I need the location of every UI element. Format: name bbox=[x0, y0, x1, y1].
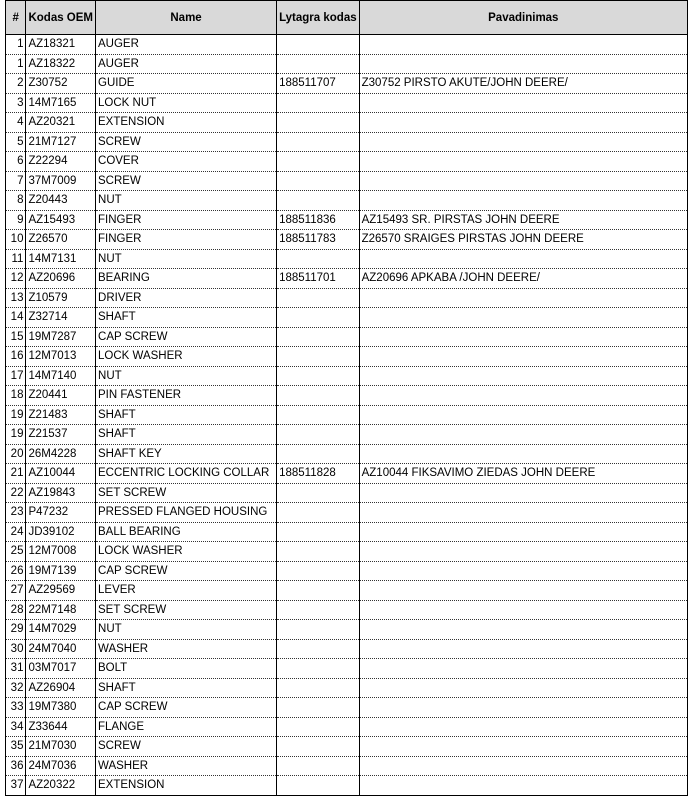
cell-lytagra-kodas bbox=[277, 366, 360, 386]
cell-name: WASHER bbox=[96, 756, 277, 776]
cell-lytagra-kodas bbox=[277, 132, 360, 152]
cell-kodas-oem: AZ20322 bbox=[26, 776, 96, 796]
cell-lytagra-kodas bbox=[277, 542, 360, 562]
cell-name: SCREW bbox=[96, 132, 277, 152]
table-row bbox=[6, 522, 688, 542]
cell-lytagra-kodas bbox=[277, 776, 360, 796]
table-row bbox=[6, 717, 688, 737]
cell-lytagra-kodas bbox=[277, 698, 360, 718]
header-row bbox=[6, 1, 688, 35]
cell-name: NUT bbox=[96, 249, 277, 269]
table-row bbox=[6, 561, 688, 581]
cell-kodas-oem: 14M7131 bbox=[26, 249, 96, 269]
table-row bbox=[6, 171, 688, 191]
cell-kodas-oem: 19M7380 bbox=[26, 698, 96, 718]
cell-pavadinimas bbox=[359, 522, 687, 542]
cell-kodas-oem: 37M7009 bbox=[26, 171, 96, 191]
table-row bbox=[6, 113, 688, 133]
cell-pavadinimas bbox=[359, 756, 687, 776]
table-header bbox=[6, 1, 688, 35]
cell-name: BALL BEARING bbox=[96, 522, 277, 542]
cell-number: 35 bbox=[6, 737, 26, 757]
cell-number: 31 bbox=[6, 659, 26, 679]
cell-lytagra-kodas bbox=[277, 191, 360, 211]
header-name: Name bbox=[96, 1, 277, 35]
table-row bbox=[6, 581, 688, 601]
cell-number: 5 bbox=[6, 132, 26, 152]
cell-name: SET SCREW bbox=[96, 600, 277, 620]
table-row bbox=[6, 249, 688, 269]
cell-name: CAP SCREW bbox=[96, 561, 277, 581]
cell-lytagra-kodas bbox=[277, 620, 360, 640]
table-row bbox=[6, 54, 688, 74]
cell-pavadinimas: AZ20696 APKABA /JOHN DEERE/ bbox=[359, 269, 687, 289]
cell-kodas-oem: Z20443 bbox=[26, 191, 96, 211]
cell-lytagra-kodas bbox=[277, 659, 360, 679]
cell-number: 10 bbox=[6, 230, 26, 250]
cell-number: 26 bbox=[6, 561, 26, 581]
cell-kodas-oem: 14M7165 bbox=[26, 93, 96, 113]
cell-name: NUT bbox=[96, 366, 277, 386]
cell-name: EXTENSION bbox=[96, 113, 277, 133]
table-row bbox=[6, 678, 688, 698]
cell-lytagra-kodas bbox=[277, 113, 360, 133]
cell-kodas-oem: AZ20696 bbox=[26, 269, 96, 289]
cell-kodas-oem: 12M7008 bbox=[26, 542, 96, 562]
cell-kodas-oem: Z26570 bbox=[26, 230, 96, 250]
cell-lytagra-kodas bbox=[277, 171, 360, 191]
table-row bbox=[6, 347, 688, 367]
cell-number: 37 bbox=[6, 776, 26, 796]
cell-name: FINGER bbox=[96, 230, 277, 250]
table-row bbox=[6, 600, 688, 620]
cell-pavadinimas bbox=[359, 152, 687, 172]
cell-lytagra-kodas: 188511707 bbox=[277, 74, 360, 94]
cell-pavadinimas bbox=[359, 425, 687, 445]
table-row bbox=[6, 776, 688, 796]
cell-pavadinimas bbox=[359, 132, 687, 152]
cell-kodas-oem: AZ15493 bbox=[26, 210, 96, 230]
cell-number: 9 bbox=[6, 210, 26, 230]
cell-lytagra-kodas bbox=[277, 249, 360, 269]
header-number: # bbox=[6, 1, 26, 35]
cell-name: NUT bbox=[96, 620, 277, 640]
cell-pavadinimas bbox=[359, 366, 687, 386]
table-row bbox=[6, 269, 688, 289]
cell-lytagra-kodas: 188511783 bbox=[277, 230, 360, 250]
cell-kodas-oem: Z21483 bbox=[26, 405, 96, 425]
cell-number: 16 bbox=[6, 347, 26, 367]
table-row bbox=[6, 132, 688, 152]
cell-pavadinimas bbox=[359, 561, 687, 581]
cell-name: CAP SCREW bbox=[96, 327, 277, 347]
cell-number: 11 bbox=[6, 249, 26, 269]
cell-lytagra-kodas bbox=[277, 678, 360, 698]
table-row bbox=[6, 74, 688, 94]
cell-name: SCREW bbox=[96, 737, 277, 757]
table-row bbox=[6, 93, 688, 113]
cell-kodas-oem: P47232 bbox=[26, 503, 96, 523]
cell-number: 32 bbox=[6, 678, 26, 698]
cell-number: 1 bbox=[6, 35, 26, 55]
cell-number: 14 bbox=[6, 308, 26, 328]
cell-name: LOCK NUT bbox=[96, 93, 277, 113]
cell-kodas-oem: 24M7036 bbox=[26, 756, 96, 776]
cell-lytagra-kodas bbox=[277, 35, 360, 55]
cell-kodas-oem: Z33644 bbox=[26, 717, 96, 737]
table-row bbox=[6, 366, 688, 386]
cell-pavadinimas bbox=[359, 191, 687, 211]
cell-lytagra-kodas bbox=[277, 522, 360, 542]
cell-number: 15 bbox=[6, 327, 26, 347]
cell-pavadinimas bbox=[359, 698, 687, 718]
cell-pavadinimas bbox=[359, 288, 687, 308]
cell-number: 28 bbox=[6, 600, 26, 620]
cell-kodas-oem: Z30752 bbox=[26, 74, 96, 94]
header-lytagra-kodas: Lytagra kodas bbox=[277, 1, 360, 35]
cell-name: LEVER bbox=[96, 581, 277, 601]
cell-kodas-oem: Z32714 bbox=[26, 308, 96, 328]
cell-number: 19 bbox=[6, 425, 26, 445]
cell-name: COVER bbox=[96, 152, 277, 172]
cell-kodas-oem: 24M7040 bbox=[26, 639, 96, 659]
cell-pavadinimas bbox=[359, 620, 687, 640]
cell-lytagra-kodas: 188511836 bbox=[277, 210, 360, 230]
cell-name: DRIVER bbox=[96, 288, 277, 308]
cell-name: WASHER bbox=[96, 639, 277, 659]
table-row bbox=[6, 444, 688, 464]
cell-name: GUIDE bbox=[96, 74, 277, 94]
cell-lytagra-kodas bbox=[277, 756, 360, 776]
cell-kodas-oem: 21M7127 bbox=[26, 132, 96, 152]
table-row bbox=[6, 503, 688, 523]
cell-pavadinimas bbox=[359, 678, 687, 698]
cell-pavadinimas bbox=[359, 444, 687, 464]
cell-lytagra-kodas bbox=[277, 93, 360, 113]
cell-pavadinimas bbox=[359, 35, 687, 55]
cell-lytagra-kodas bbox=[277, 288, 360, 308]
cell-lytagra-kodas bbox=[277, 737, 360, 757]
cell-lytagra-kodas: 188511701 bbox=[277, 269, 360, 289]
cell-kodas-oem: 19M7139 bbox=[26, 561, 96, 581]
cell-pavadinimas bbox=[359, 113, 687, 133]
cell-pavadinimas bbox=[359, 327, 687, 347]
cell-pavadinimas bbox=[359, 483, 687, 503]
cell-number: 36 bbox=[6, 756, 26, 776]
parts-table bbox=[5, 0, 688, 796]
cell-kodas-oem: AZ19843 bbox=[26, 483, 96, 503]
table-row bbox=[6, 327, 688, 347]
cell-number: 2 bbox=[6, 74, 26, 94]
table-row bbox=[6, 542, 688, 562]
cell-pavadinimas bbox=[359, 659, 687, 679]
cell-name: PRESSED FLANGED HOUSING bbox=[96, 503, 277, 523]
table-row bbox=[6, 35, 688, 55]
cell-pavadinimas: AZ10044 FIKSAVIMO ZIEDAS JOHN DEERE bbox=[359, 464, 687, 484]
table-row bbox=[6, 152, 688, 172]
cell-lytagra-kodas bbox=[277, 327, 360, 347]
table-row bbox=[6, 405, 688, 425]
cell-lytagra-kodas bbox=[277, 386, 360, 406]
cell-kodas-oem: AZ29569 bbox=[26, 581, 96, 601]
cell-number: 13 bbox=[6, 288, 26, 308]
cell-number: 6 bbox=[6, 152, 26, 172]
table-row bbox=[6, 756, 688, 776]
cell-name: SHAFT bbox=[96, 308, 277, 328]
cell-kodas-oem: Z22294 bbox=[26, 152, 96, 172]
cell-lytagra-kodas bbox=[277, 717, 360, 737]
cell-number: 20 bbox=[6, 444, 26, 464]
cell-kodas-oem: 22M7148 bbox=[26, 600, 96, 620]
table-row bbox=[6, 620, 688, 640]
cell-pavadinimas bbox=[359, 503, 687, 523]
cell-lytagra-kodas bbox=[277, 308, 360, 328]
cell-lytagra-kodas: 188511828 bbox=[277, 464, 360, 484]
cell-lytagra-kodas bbox=[277, 581, 360, 601]
cell-pavadinimas: Z26570 SRAIGES PIRSTAS JOHN DEERE bbox=[359, 230, 687, 250]
cell-pavadinimas bbox=[359, 347, 687, 367]
cell-kodas-oem: 21M7030 bbox=[26, 737, 96, 757]
table-row bbox=[6, 191, 688, 211]
table-row bbox=[6, 230, 688, 250]
table-row bbox=[6, 659, 688, 679]
cell-kodas-oem: 19M7287 bbox=[26, 327, 96, 347]
cell-kodas-oem: 12M7013 bbox=[26, 347, 96, 367]
table-body bbox=[6, 35, 688, 796]
cell-lytagra-kodas bbox=[277, 561, 360, 581]
cell-name: AUGER bbox=[96, 54, 277, 74]
cell-number: 4 bbox=[6, 113, 26, 133]
cell-number: 19 bbox=[6, 405, 26, 425]
cell-number: 1 bbox=[6, 54, 26, 74]
cell-kodas-oem: Z21537 bbox=[26, 425, 96, 445]
table-row bbox=[6, 288, 688, 308]
cell-number: 12 bbox=[6, 269, 26, 289]
cell-pavadinimas bbox=[359, 171, 687, 191]
cell-kodas-oem: AZ26904 bbox=[26, 678, 96, 698]
cell-kodas-oem: 14M7140 bbox=[26, 366, 96, 386]
cell-pavadinimas bbox=[359, 308, 687, 328]
cell-lytagra-kodas bbox=[277, 600, 360, 620]
cell-kodas-oem: AZ18321 bbox=[26, 35, 96, 55]
cell-kodas-oem: AZ10044 bbox=[26, 464, 96, 484]
cell-name: EXTENSION bbox=[96, 776, 277, 796]
cell-name: SCREW bbox=[96, 171, 277, 191]
cell-kodas-oem: 03M7017 bbox=[26, 659, 96, 679]
cell-name: LOCK WASHER bbox=[96, 542, 277, 562]
cell-name: SET SCREW bbox=[96, 483, 277, 503]
table-row bbox=[6, 483, 688, 503]
cell-name: LOCK WASHER bbox=[96, 347, 277, 367]
cell-number: 7 bbox=[6, 171, 26, 191]
cell-number: 29 bbox=[6, 620, 26, 640]
cell-number: 25 bbox=[6, 542, 26, 562]
cell-kodas-oem: 26M4228 bbox=[26, 444, 96, 464]
cell-name: SHAFT KEY bbox=[96, 444, 277, 464]
cell-number: 33 bbox=[6, 698, 26, 718]
table-row bbox=[6, 425, 688, 445]
cell-pavadinimas bbox=[359, 639, 687, 659]
cell-pavadinimas bbox=[359, 776, 687, 796]
cell-pavadinimas bbox=[359, 386, 687, 406]
header-kodas-oem: Kodas OEM bbox=[26, 1, 96, 35]
cell-lytagra-kodas bbox=[277, 152, 360, 172]
cell-name: PIN FASTENER bbox=[96, 386, 277, 406]
cell-pavadinimas bbox=[359, 600, 687, 620]
cell-name: SHAFT bbox=[96, 678, 277, 698]
cell-pavadinimas bbox=[359, 93, 687, 113]
table-row bbox=[6, 386, 688, 406]
cell-pavadinimas bbox=[359, 737, 687, 757]
cell-pavadinimas bbox=[359, 249, 687, 269]
header-pavadinimas: Pavadinimas bbox=[359, 1, 687, 35]
cell-kodas-oem: AZ18322 bbox=[26, 54, 96, 74]
cell-pavadinimas bbox=[359, 717, 687, 737]
cell-number: 8 bbox=[6, 191, 26, 211]
cell-number: 34 bbox=[6, 717, 26, 737]
table-row bbox=[6, 308, 688, 328]
cell-number: 30 bbox=[6, 639, 26, 659]
cell-pavadinimas bbox=[359, 542, 687, 562]
cell-name: BEARING bbox=[96, 269, 277, 289]
cell-number: 3 bbox=[6, 93, 26, 113]
cell-name: SHAFT bbox=[96, 405, 277, 425]
cell-name: ECCENTRIC LOCKING COLLAR bbox=[96, 464, 277, 484]
cell-kodas-oem: AZ20321 bbox=[26, 113, 96, 133]
cell-kodas-oem: JD39102 bbox=[26, 522, 96, 542]
cell-name: AUGER bbox=[96, 35, 277, 55]
cell-name: FLANGE bbox=[96, 717, 277, 737]
cell-name: NUT bbox=[96, 191, 277, 211]
cell-number: 23 bbox=[6, 503, 26, 523]
cell-kodas-oem: Z10579 bbox=[26, 288, 96, 308]
cell-lytagra-kodas bbox=[277, 639, 360, 659]
cell-lytagra-kodas bbox=[277, 405, 360, 425]
cell-lytagra-kodas bbox=[277, 54, 360, 74]
cell-number: 17 bbox=[6, 366, 26, 386]
table-row bbox=[6, 210, 688, 230]
cell-pavadinimas bbox=[359, 54, 687, 74]
cell-number: 27 bbox=[6, 581, 26, 601]
cell-name: SHAFT bbox=[96, 425, 277, 445]
cell-pavadinimas bbox=[359, 405, 687, 425]
table-row bbox=[6, 464, 688, 484]
cell-number: 22 bbox=[6, 483, 26, 503]
cell-lytagra-kodas bbox=[277, 503, 360, 523]
table-row bbox=[6, 639, 688, 659]
table-row bbox=[6, 737, 688, 757]
cell-lytagra-kodas bbox=[277, 483, 360, 503]
table-row bbox=[6, 698, 688, 718]
cell-number: 18 bbox=[6, 386, 26, 406]
cell-name: BOLT bbox=[96, 659, 277, 679]
cell-number: 21 bbox=[6, 464, 26, 484]
cell-pavadinimas bbox=[359, 581, 687, 601]
cell-pavadinimas: Z30752 PIRSTO AKUTE/JOHN DEERE/ bbox=[359, 74, 687, 94]
cell-lytagra-kodas bbox=[277, 347, 360, 367]
cell-kodas-oem: 14M7029 bbox=[26, 620, 96, 640]
cell-name: FINGER bbox=[96, 210, 277, 230]
cell-lytagra-kodas bbox=[277, 425, 360, 445]
cell-lytagra-kodas bbox=[277, 444, 360, 464]
cell-number: 24 bbox=[6, 522, 26, 542]
cell-kodas-oem: Z20441 bbox=[26, 386, 96, 406]
cell-pavadinimas: AZ15493 SR. PIRSTAS JOHN DEERE bbox=[359, 210, 687, 230]
cell-name: CAP SCREW bbox=[96, 698, 277, 718]
